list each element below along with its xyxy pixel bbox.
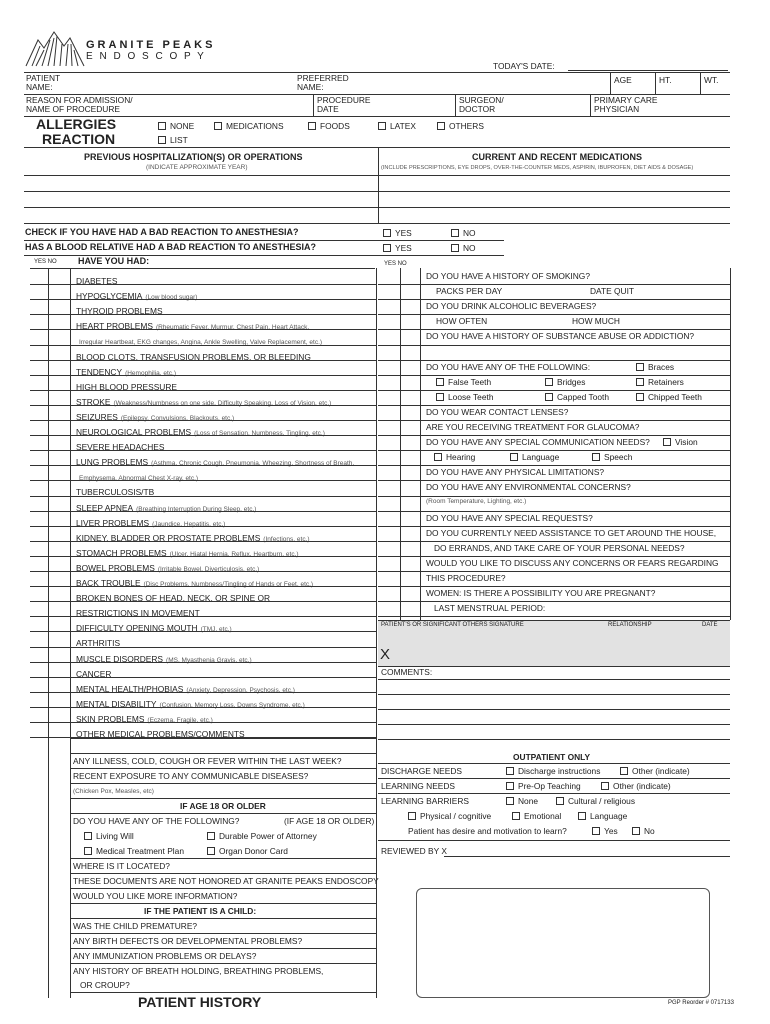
checkbox-icon[interactable] [636, 378, 644, 386]
checkbox-icon[interactable] [207, 847, 215, 855]
checkbox-icon[interactable] [84, 847, 92, 855]
question-discuss: WOULD YOU LIKE TO DISCUSS ANY CONCERNS OR FEARS REGARDING [426, 557, 719, 568]
condition-label: OTHER MEDICAL PROBLEMS/COMMENTS [76, 729, 245, 739]
question-loose-teeth[interactable]: Loose Teeth [436, 393, 493, 401]
checkbox-icon[interactable] [158, 122, 166, 130]
condition-label: MUSCLE DISORDERS [76, 653, 164, 664]
condition-note: Irregular Heartbeat, EKG changes, Angina, Ankle Swelling, Valve Replacement, etc.) [79, 339, 323, 347]
condition-row[interactable] [76, 499, 256, 515]
condition-row[interactable] [76, 650, 252, 666]
condition-note: (Epilepsy, Convulsions, Blackouts, etc.) [120, 414, 235, 422]
condition-row[interactable] [76, 393, 331, 409]
hospitalizations-title: PREVIOUS HOSPITALIZATION(S) OR OPERATIONS [84, 152, 303, 162]
condition-row[interactable] [76, 604, 203, 620]
condition-row[interactable] [76, 287, 197, 303]
question-speech[interactable]: Speech [592, 453, 632, 461]
condition-row[interactable] [76, 438, 167, 454]
more-info: WOULD YOU LIKE MORE INFORMATION? [73, 891, 238, 901]
hospitalizations-subtitle: (INDICATE APPROXIMATE YEAR) [146, 164, 248, 171]
allergy-medications[interactable]: MEDICATIONS [214, 122, 284, 130]
checkbox-icon[interactable] [512, 812, 520, 820]
condition-label: LIVER PROBLEMS [76, 517, 150, 528]
condition-row[interactable] [76, 680, 295, 696]
child-q3: ANY IMMUNIZATION PROBLEMS OR DELAYS? [73, 951, 257, 961]
discharge-instructions[interactable]: Discharge instructions [506, 767, 600, 775]
condition-label: MENTAL HEALTH/PHOBIAS [76, 683, 184, 694]
checkbox-icon[interactable] [632, 827, 640, 835]
barrier-emotional[interactable]: Emotional [512, 812, 561, 820]
checkbox-icon[interactable] [451, 229, 459, 237]
question-this-proc: THIS PROCEDURE? [426, 573, 506, 583]
question-capped-tooth[interactable]: Capped Tooth [545, 393, 609, 401]
question-following: DO YOU HAVE ANY OF THE FOLLOWING: [426, 361, 591, 372]
procedure-date-label: PROCEDURE DATE [317, 95, 371, 114]
question-hearing[interactable]: Hearing [434, 453, 475, 461]
not-honored: THESE DOCUMENTS ARE NOT HONORED AT GRANITE PEAKS ENDOSCOPY [73, 876, 379, 886]
checkbox-icon[interactable] [437, 122, 445, 130]
height-label: HT. [659, 75, 672, 85]
child-q4: ANY HISTORY OF BREATH HOLDING, BREATHING PROBLEMS, [73, 966, 324, 976]
question-communication: DO YOU HAVE ANY SPECIAL COMMUNICATION NEEDS? [426, 437, 650, 448]
allergy-foods[interactable]: FOODS [308, 122, 350, 130]
discharge-needs-label: DISCHARGE NEEDS [381, 766, 462, 776]
condition-label: BACK TROUBLE [76, 578, 141, 588]
condition-row[interactable] [76, 332, 322, 348]
condition-note: (Ulcer, Hiatal Hernia, Reflux, Heartburn, etc.) [169, 550, 299, 558]
question-env-note: (Room Temperature, Lighting, etc.) [426, 497, 527, 505]
condition-note: (Breathing Interruption During Sleep, etc.) [136, 505, 257, 513]
checkbox-icon[interactable] [506, 782, 514, 790]
condition-label: LUNG PROBLEMS [76, 457, 149, 468]
label-box [416, 888, 710, 998]
barrier-none[interactable]: None [506, 797, 538, 805]
condition-label: TUBERCULOSIS/TB [76, 487, 155, 498]
condition-note: (Anxiety, Depression, Psychosis, etc.) [186, 686, 295, 694]
allergy-others[interactable]: OTHERS [437, 122, 484, 130]
company-name: GRANITE PEAKS [86, 39, 216, 51]
checkbox-icon[interactable] [378, 122, 386, 130]
learning-other[interactable]: Other (indicate) [601, 782, 671, 790]
condition-label: SKIN PROBLEMS [76, 713, 145, 724]
age18-title: IF AGE 18 OR OLDER [180, 801, 266, 811]
checkbox-icon[interactable] [545, 393, 553, 401]
condition-label: RESTRICTIONS IN MOVEMENT [76, 608, 200, 619]
question-how-much: HOW MUCH [572, 316, 620, 327]
question-contacts: DO YOU WEAR CONTACT LENSES? [426, 406, 569, 417]
child-q1: WAS THE CHILD PREMATURE? [73, 921, 198, 931]
question-pregnant: WOMEN: IS THERE A POSSIBILITY YOU ARE PREGNANT? [426, 588, 656, 599]
allergy-list[interactable]: LIST [158, 136, 188, 144]
age-label: AGE [614, 75, 632, 85]
condition-label: HIGH BLOOD PRESSURE [76, 381, 177, 392]
outpatient-title: OUTPATIENT ONLY [513, 752, 591, 762]
condition-note: (TMJ, etc.) [200, 626, 232, 634]
signature-x[interactable]: X [380, 646, 391, 663]
question-how-often: HOW OFTEN [436, 316, 488, 327]
illness-note: (Chicken Pox, Measles, etc) [73, 788, 154, 795]
checkbox-icon[interactable] [620, 767, 628, 775]
weight-label: WT. [704, 75, 719, 85]
allergies-title: ALLERGIES [36, 116, 117, 132]
condition-label: MENTAL DISABILITY [76, 698, 157, 709]
footer-title: PATIENT HISTORY [138, 994, 262, 1010]
todays-date-label: TODAY'S DATE: [493, 61, 555, 71]
condition-row[interactable] [76, 619, 232, 635]
condition-note: (Irritable Bowel, Diverticulosis, etc.) [157, 565, 260, 573]
condition-row[interactable] [76, 559, 259, 575]
condition-row[interactable] [76, 317, 309, 333]
question-glaucoma: ARE YOU RECEIVING TREATMENT FOR GLAUCOMA? [426, 422, 640, 432]
condition-label: BOWEL PROBLEMS [76, 562, 155, 573]
anesthesia-q2: HAS A BLOOD RELATIVE HAD A BAD REACTION TO ANESTHESIA? [25, 242, 317, 252]
living-will[interactable]: Living Will [84, 832, 134, 840]
condition-note: (Jaundice, Hepatitis, etc.) [152, 520, 226, 528]
condition-label: STROKE [76, 396, 111, 407]
question-lmp: LAST MENSTRUAL PERIOD: [434, 603, 546, 614]
condition-row[interactable] [76, 272, 120, 288]
condition-label: HEART PROBLEMS [76, 321, 153, 332]
question-retainers[interactable]: Retainers [636, 378, 684, 386]
age18-question: DO YOU HAVE ANY OF THE FOLLOWING? [73, 816, 240, 826]
question-errands: DO ERRANDS, AND TAKE CARE OF YOUR PERSONAL NEEDS? [434, 542, 685, 553]
condition-label: SEIZURES [76, 411, 118, 422]
condition-row[interactable] [76, 423, 325, 439]
learning-barriers-label: LEARNING BARRIERS [381, 796, 469, 806]
condition-label: THYROID PROBLEMS [76, 306, 163, 317]
signature-label: PATIENT'S OR SIGNIFICANT OTHERS SIGNATURE [381, 622, 524, 628]
condition-row[interactable] [76, 529, 310, 545]
yes-no-header-right: YES NO [384, 261, 407, 267]
desire-label: Patient has desire and motivation to learn? [408, 826, 567, 836]
condition-row[interactable] [76, 302, 166, 318]
reviewed-by-label: REVIEWED BY X [381, 846, 447, 856]
condition-note: (Hemophilia, etc.) [125, 369, 177, 377]
question-substance: DO YOU HAVE A HISTORY OF SUBSTANCE ABUSE OR ADDICTION? [426, 331, 695, 342]
condition-label: SLEEP APNEA [76, 502, 134, 513]
question-packs: PACKS PER DAY [436, 286, 503, 297]
question-special: DO YOU HAVE ANY SPECIAL REQUESTS? [426, 512, 593, 523]
learning-needs-label: LEARNING NEEDS [381, 781, 455, 791]
condition-row[interactable] [76, 453, 354, 469]
question-alcohol: DO YOU DRINK ALCOHOLIC BEVERAGES? [426, 301, 597, 312]
barrier-cultural[interactable]: Cultural / religious [556, 797, 635, 805]
medical-plan[interactable]: Medical Treatment Plan [84, 847, 184, 855]
reaction-title: REACTION [42, 131, 116, 147]
question-date-quit: DATE QUIT [590, 286, 635, 297]
checkbox-icon[interactable] [663, 438, 671, 446]
allergy-none[interactable]: NONE [158, 122, 194, 130]
company-subname: E N D O S C O P Y [86, 51, 206, 62]
condition-label: DIFFICULTY OPENING MOUTH [76, 623, 198, 634]
question-physical: DO YOU HAVE ANY PHYSICAL LIMITATIONS? [426, 467, 605, 478]
reason-label: REASON FOR ADMISSION/ NAME OF PROCEDURE [26, 95, 133, 114]
condition-row[interactable] [76, 363, 176, 379]
condition-label: CANCER [76, 668, 112, 679]
anesthesia-q1-yes[interactable]: YES [383, 229, 412, 237]
history-title: HAVE YOU HAD: [78, 256, 150, 266]
checkbox-icon[interactable] [434, 453, 442, 461]
condition-row[interactable] [76, 665, 114, 681]
condition-row[interactable] [76, 483, 157, 499]
question-braces[interactable]: Braces [636, 363, 674, 371]
yes-no-header: YES NO [34, 259, 57, 265]
condition-label: HYPOGLYCEMIA [76, 291, 143, 302]
child-title: IF THE PATIENT IS A CHILD: [144, 906, 257, 916]
condition-label: KIDNEY, BLADDER OR PROSTATE PROBLEMS [76, 532, 261, 543]
discharge-other[interactable]: Other (indicate) [620, 767, 690, 775]
anesthesia-q1: CHECK IF YOU HAVE HAD A BAD REACTION TO ANESTHESIA? [25, 227, 299, 237]
illness-q1: ANY ILLNESS, COLD, COUGH OR FEVER WITHIN THE LAST WEEK? [73, 756, 342, 766]
checkbox-icon[interactable] [436, 393, 444, 401]
preferred-name-label: PREFERRED NAME: [297, 73, 349, 92]
condition-label: DIABETES [76, 276, 118, 286]
patient-name-label: PATIENT NAME: [26, 73, 61, 92]
checkbox-icon[interactable] [636, 363, 644, 371]
checkbox-icon[interactable] [158, 136, 166, 144]
condition-row[interactable] [76, 589, 273, 605]
checkbox-icon[interactable] [308, 122, 316, 130]
child-q2: ANY BIRTH DEFECTS OR DEVELOPMENTAL PROBLEMS? [73, 936, 303, 946]
checkbox-icon[interactable] [408, 812, 416, 820]
durable-power[interactable]: Durable Power of Attorney [207, 832, 317, 840]
condition-row[interactable] [76, 378, 180, 394]
checkbox-icon[interactable] [510, 453, 518, 461]
barrier-language[interactable]: Language [578, 812, 627, 820]
condition-row[interactable] [76, 544, 299, 560]
question-false-teeth[interactable]: False Teeth [436, 378, 491, 386]
preop-teaching[interactable]: Pre-Op Teaching [506, 782, 581, 790]
surgeon-label: SURGEON/ DOCTOR [459, 95, 504, 114]
checkbox-icon[interactable] [207, 832, 215, 840]
child-q5: OR CROUP? [73, 980, 130, 990]
desire-yes[interactable]: Yes [592, 827, 618, 835]
question-smoking: DO YOU HAVE A HISTORY OF SMOKING? [426, 271, 590, 281]
condition-label: TENDENCY [76, 366, 123, 377]
condition-note: Emphysema, Abnormal Chest X-ray, etc.) [79, 475, 199, 483]
condition-label: BROKEN BONES OF HEAD, NECK, OR SPINE OR [76, 593, 271, 604]
condition-label: STOMACH PROBLEMS [76, 547, 167, 558]
condition-note: (Loss of Sensation, Numbness, Tingling, etc.) [194, 430, 325, 437]
primary-care-label: PRIMARY CARE PHYSICIAN [594, 95, 658, 114]
question-vision[interactable]: Vision [663, 438, 698, 446]
condition-note: (Disc Problems, Numbness/Tingling of Hands or Feet, etc.) [143, 581, 314, 588]
checkbox-icon[interactable] [556, 797, 564, 805]
question-chipped-teeth[interactable]: Chipped Teeth [636, 393, 702, 401]
condition-label: NEUROLOGICAL PROBLEMS [76, 427, 192, 437]
condition-label: ARTHRITIS [76, 638, 121, 649]
organ-donor[interactable]: Organ Donor Card [207, 847, 288, 855]
checkbox-icon[interactable] [383, 244, 391, 252]
anesthesia-q1-no[interactable]: NO [451, 229, 476, 237]
question-language[interactable]: Language [510, 453, 559, 461]
desire-no[interactable]: No [632, 827, 655, 835]
mountain-logo-icon [24, 30, 86, 68]
condition-row[interactable] [76, 348, 314, 364]
condition-row[interactable] [76, 710, 213, 726]
checkbox-icon[interactable] [601, 782, 609, 790]
checkbox-icon[interactable] [592, 827, 600, 835]
anesthesia-q2-yes[interactable]: YES [383, 244, 412, 252]
anesthesia-q2-no[interactable]: NO [451, 244, 476, 252]
checkbox-icon[interactable] [506, 767, 514, 775]
form-number: PGP Reorder # 0717133 [668, 1000, 734, 1006]
condition-note: (Rheumatic Fever, Murmur, Chest Pain, Heart Attack, [155, 324, 310, 332]
condition-row[interactable] [76, 468, 198, 484]
condition-label: BLOOD CLOTS, TRANSFUSION PROBLEMS, OR BLEEDING [76, 351, 311, 362]
date-label: DATE [702, 622, 718, 628]
relationship-label: RELATIONSHIP [608, 622, 652, 628]
condition-row[interactable] [76, 514, 225, 530]
question-environmental: DO YOU HAVE ANY ENVIRONMENTAL CONCERNS? [426, 482, 631, 493]
condition-label: SEVERE HEADACHES [76, 442, 165, 453]
checkbox-icon[interactable] [506, 797, 514, 805]
comments-label: COMMENTS: [381, 667, 433, 677]
condition-row[interactable] [76, 408, 234, 424]
checkbox-icon[interactable] [84, 832, 92, 840]
allergy-latex[interactable]: LATEX [378, 122, 416, 130]
condition-note: (MS, Myasthenia Gravis, etc.) [166, 656, 252, 664]
barrier-physical[interactable]: Physical / cognitive [408, 812, 491, 820]
checkbox-icon[interactable] [578, 812, 586, 820]
condition-note: (Weakness/Numbness on one side, Difficulty Speaking, Loss of Vision, etc.) [113, 399, 332, 407]
medications-title: CURRENT AND RECENT MEDICATIONS [472, 152, 642, 162]
checkbox-icon[interactable] [592, 453, 600, 461]
checkbox-icon[interactable] [545, 378, 553, 386]
condition-row[interactable] [76, 634, 123, 650]
where-located: WHERE IS IT LOCATED? [73, 861, 170, 871]
condition-note: (Eczema, Fragile, etc.) [147, 716, 213, 724]
condition-row[interactable] [76, 574, 313, 590]
question-assistance: DO YOU CURRENTLY NEED ASSISTANCE TO GET AROUND THE HOUSE, [426, 527, 717, 538]
checkbox-icon[interactable] [451, 244, 459, 252]
question-bridges[interactable]: Bridges [545, 378, 585, 386]
condition-note: (Low blood sugar) [145, 294, 198, 302]
condition-note: (Confusion, Memory Loss, Downs Syndrome, etc.) [159, 701, 305, 709]
condition-note: (Infections, etc.) [263, 535, 310, 543]
condition-row[interactable] [76, 695, 305, 711]
checkbox-icon[interactable] [436, 378, 444, 386]
checkbox-icon[interactable] [383, 229, 391, 237]
checkbox-icon[interactable] [214, 122, 222, 130]
age18-qualifier: (IF AGE 18 OR OLDER) [284, 816, 375, 826]
condition-note: (Asthma, Chronic Cough, Pneumonia, Wheezing, Shortness of Breath, [151, 460, 355, 468]
checkbox-icon[interactable] [636, 393, 644, 401]
illness-q2: RECENT EXPOSURE TO ANY COMMUNICABLE DISEASES? [73, 771, 309, 781]
medications-subtitle: (INCLUDE PRESCRIPTIONS, EYE DROPS, OVER-THE-COUNTER MEDS, ASPIRIN, IBUPROFEN, DIET AIDS & DOSAGE) [381, 165, 694, 171]
